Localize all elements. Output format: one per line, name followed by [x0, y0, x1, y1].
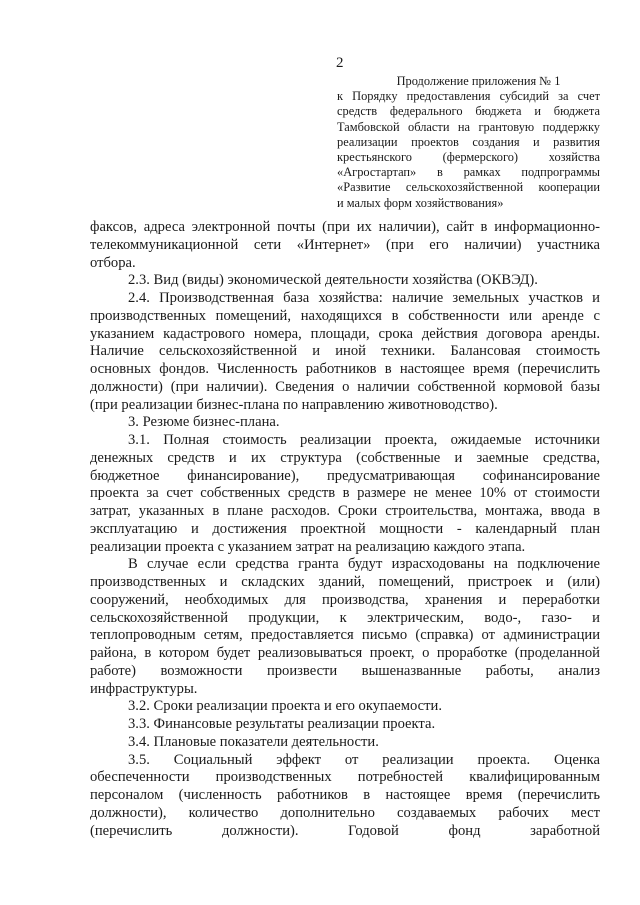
header-line: «Агростартап» в рамках подпрограммы — [337, 165, 600, 180]
header-line: к Порядку предоставления субсидий за счет — [337, 89, 600, 104]
body-line: работе) возможности произвести вышеназванные работы, анализ — [90, 662, 600, 679]
body-line: персоналом (численность работников в настоящее время (перечислить — [90, 787, 600, 803]
header-line: крестьянского (фермерского) хозяйства — [337, 150, 600, 165]
grant-paragraph: В случае если средства гранта будут израсходованы на подключение — [128, 556, 600, 573]
body-line: производственных и складских зданий, помещений, пристроек и (или) — [90, 574, 600, 590]
body-line: затрат, указанных в плане расходов. Сроки строительства, монтажа, ввода в — [90, 503, 600, 519]
body-line: должности), количество дополнительно создаваемых рабочих мест — [90, 804, 600, 821]
body-line: реализации проекта с указанием затрат на реализацию каждого этапа. — [90, 538, 526, 555]
body-line: эксплуатацию и достижения проектной мощности - календарный план — [90, 520, 600, 537]
body-line: денежных средств и их структура (собственные и заемные средства, — [90, 449, 600, 466]
body-line: проекта за счет собственных средств в размере не менее 10% от стоимости — [90, 485, 600, 502]
header-line: средств федерального бюджета и бюджета — [337, 104, 600, 119]
body-line: района, в котором будет реализовываться проект, о проработке (проделанной — [90, 645, 600, 661]
section-3-1: 3.1. Полная стоимость реализации проекта, ожидаемые источники — [128, 432, 600, 448]
body-line: (при реализации бизнес-плана по направлению животноводство). — [90, 396, 498, 413]
section-3-5: 3.5. Социальный эффект от реализации проекта. Оценка — [128, 751, 600, 768]
header-line: реализации проектов создания и развития — [337, 134, 600, 149]
body-line: инфраструктуры. — [90, 680, 198, 697]
body-line: факсов, адреса электронной почты (при их наличии), сайт в информационно- — [90, 219, 600, 235]
page-number: 2 — [336, 55, 344, 71]
header-line: Тамбовской области на грантовую поддержку — [337, 119, 600, 134]
section-2-4: 2.4. Производственная база хозяйства: наличие земельных участков и — [128, 290, 600, 306]
body-line: теплопроводным сетям, предоставляется письмо (справка) от администрации — [90, 627, 600, 644]
section-3-3: 3.3. Финансовые результаты реализации проекта. — [128, 716, 436, 732]
section-3-4: 3.4. Плановые показатели деятельности. — [128, 733, 379, 750]
body-line: должности) (при наличии). Сведения о наличии собственной кормовой базы — [90, 378, 600, 395]
body-line: бюджетное финансирование), предусматривающая софинансирование — [90, 467, 600, 484]
section-3: 3. Резюме бизнес-плана. — [128, 414, 280, 431]
document-body — [90, 219, 600, 840]
body-line: основных фондов. Численность работников в настоящее время (перечислить — [90, 361, 600, 377]
body-line: телекоммуникационной сети «Интернет» (при его наличии) участника — [90, 236, 600, 253]
header-line: Продолжение приложения № 1 — [396, 74, 561, 88]
body-line: (перечислить должности). Годовой фонд заработной — [90, 822, 600, 839]
body-line: указанием кадастрового номера, площади, срока действия договора аренды. — [90, 325, 600, 342]
body-line: сельскохозяйственной продукции, к электрическим, водо-, газо- и — [90, 609, 600, 626]
header-line: и малых форм хозяйствования» — [337, 195, 504, 210]
body-line: обеспеченности производственных потребностей квалифицированным — [90, 769, 600, 786]
body-line: производственных помещений, находящихся в собственности или аренде с — [90, 307, 600, 324]
appendix-header — [337, 74, 600, 211]
section-3-2: 3.2. Сроки реализации проекта и его окупаемости. — [128, 698, 442, 715]
header-line: «Развитие сельскохозяйственной кооперации — [337, 180, 600, 195]
body-line: сооружений, необходимых для производства, хранения и переработки — [90, 591, 600, 608]
body-line: Наличие сельскохозяйственной и иной техники. Балансовая стоимость — [90, 343, 600, 360]
body-line: отбора. — [90, 254, 136, 271]
section-2-3: 2.3. Вид (виды) экономической деятельности хозяйства (ОКВЭД). — [128, 272, 538, 289]
